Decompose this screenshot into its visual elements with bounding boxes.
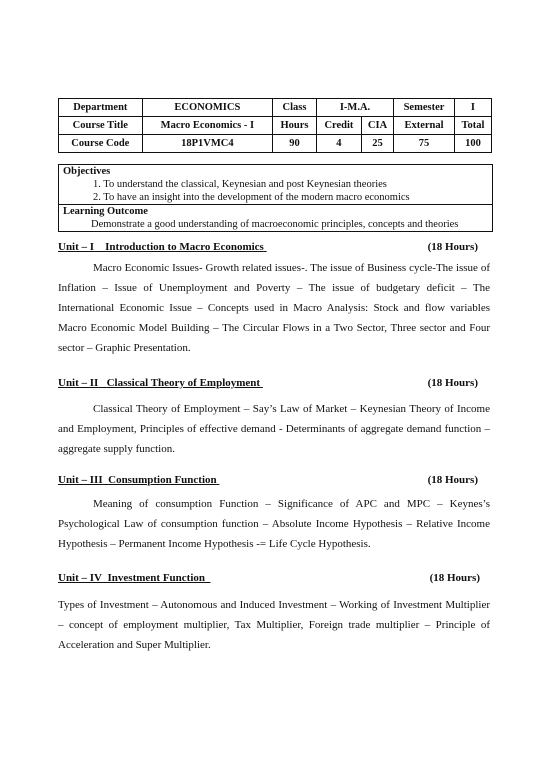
table-cell: 100 (454, 135, 491, 153)
objectives-heading: Objectives (63, 166, 111, 177)
unit-label: Unit – III (58, 474, 103, 486)
table-cell: Course Title (59, 117, 143, 135)
learning-outcome-text: Demonstrate a good understanding of macroeconomic principles, concepts and theories (91, 219, 459, 230)
unit-heading (58, 377, 490, 389)
objectives-section (59, 165, 492, 204)
learning-outcome-section (59, 204, 492, 231)
table-cell: CIA (361, 117, 393, 135)
table-cell: I-M.A. (316, 99, 393, 117)
table-cell: ECONOMICS (142, 99, 273, 117)
table-cell: Credit (316, 117, 361, 135)
objective-item: 2. To have an insight into the development of the modern macro economics (93, 192, 410, 203)
table-cell: 75 (394, 135, 455, 153)
table-cell: 18P1VMC4 (142, 135, 273, 153)
unit-body: Classical Theory of Employment – Say’s Law of Market – Keynesian Theory of Income and Employment, Principles of effective demand - Determinants of aggregate demand function – aggregate supply function. (58, 403, 490, 455)
unit-hours: (18 Hours) (427, 377, 478, 389)
unit-hours: (18 Hours) (427, 241, 478, 253)
unit-heading (58, 474, 490, 486)
table-row (59, 117, 492, 135)
table-cell: Total (454, 117, 491, 135)
unit-hours: (18 Hours) (427, 474, 478, 486)
table-cell: 25 (361, 135, 393, 153)
table-cell: 4 (316, 135, 361, 153)
table-cell: Semester (394, 99, 455, 117)
unit-body: Types of Investment – Autonomous and Induced Investment – Working of Investment Multiplier – concept of employment multiplier, Tax Multiplier, Foreign trade multiplier – Principle of Acceleration and Super Multiplier. (58, 599, 490, 651)
table-row (59, 135, 492, 153)
table-cell: 90 (273, 135, 317, 153)
unit-hours: (18 Hours) (429, 572, 480, 584)
unit-body: Meaning of consumption Function – Significance of APC and MPC – Keynes’s Psychological Law of consumption function – Absolute Income Hypothesis – Relative Income Hypothesis – Permanent Income Hypothesis -= Life Cycle Hypothesis. (58, 498, 490, 550)
table-cell: Macro Economics - I (142, 117, 273, 135)
unit-title: Investment Function (107, 572, 205, 584)
course-info-table (58, 98, 492, 153)
unit-title: Classical Theory of Employment (106, 377, 261, 389)
unit-label: Unit – IV (58, 572, 103, 584)
table-cell: I (454, 99, 491, 117)
table-cell: Department (59, 99, 143, 117)
unit-title: Introduction to Macro Economics (105, 241, 264, 253)
learning-outcome-heading: Learning Outcome (63, 206, 148, 217)
unit-label: Unit – I (58, 241, 95, 253)
unit-body: Macro Economic Issues- Growth related issues-. The issue of Business cycle-The issue of Inflation – Issue of Unemployment and Poverty – The issue of budgetary deficit – The International Economic Issue – Concepts used in Macro Analysis: Stock and flow variables Macro Economic Model Building – The Circular Flows in a Two Sector, Three sector and Four sector – Graphic Presentation. (58, 262, 490, 354)
objective-item: 1. To understand the classical, Keynesian and post Keynesian theories (93, 179, 387, 190)
unit-heading (58, 241, 490, 253)
unit-heading (58, 572, 490, 584)
table-cell: Course Code (59, 135, 143, 153)
table-cell: External (394, 117, 455, 135)
table-row (59, 99, 492, 117)
unit-label: Unit – II (58, 377, 99, 389)
objectives-outcome-box (58, 164, 493, 232)
table-cell: Hours (273, 117, 317, 135)
table-cell: Class (273, 99, 317, 117)
unit-title: Consumption Function (108, 474, 217, 486)
